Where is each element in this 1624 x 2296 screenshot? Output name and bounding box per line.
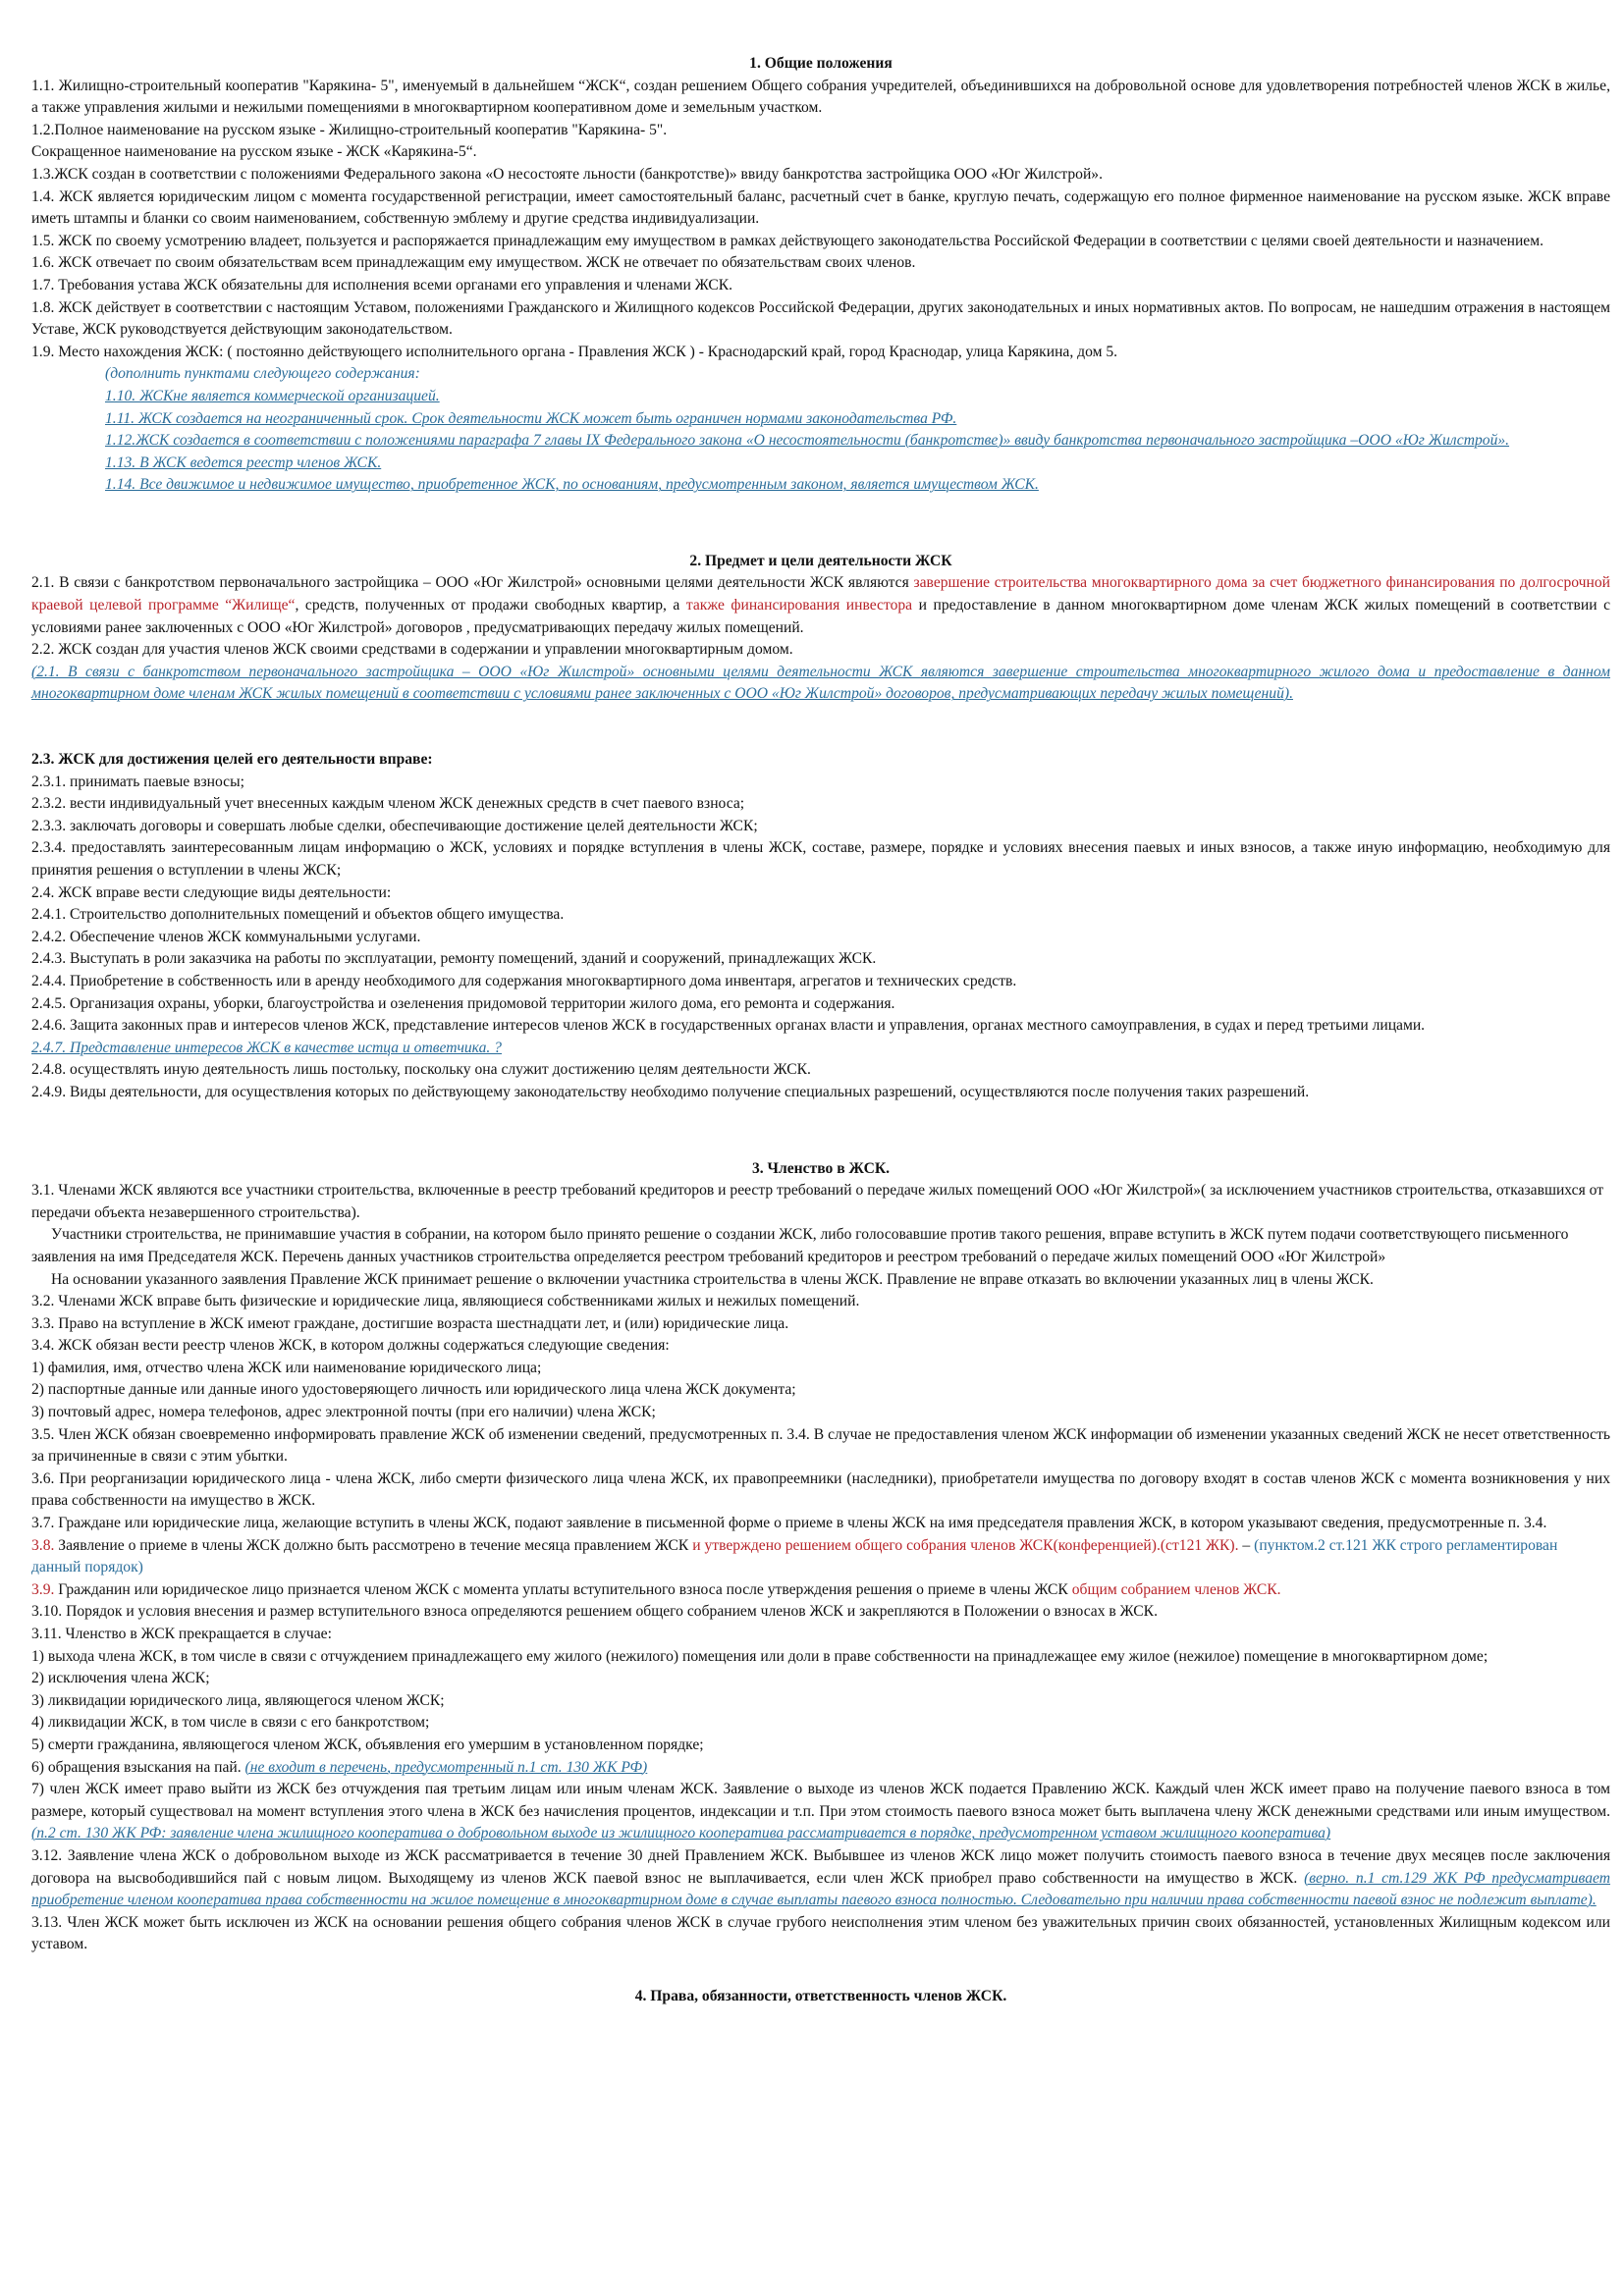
section-1-title: 1. Общие положения: [749, 55, 893, 72]
clause-3-9-highlight: общим собранием членов ЖСК.: [1071, 1580, 1281, 1598]
clause-3-11-item-2: 2) исключения члена ЖСК;: [31, 1670, 210, 1687]
clause-2-4-5: 2.4.5. Организация охраны, уборки, благоустройства и озеленения придомовой территории жилого дома, его ремонта и содержания.: [31, 994, 895, 1012]
clause-2-4-4: 2.4.4. Приобретение в собственность или в аренду необходимого для содержания многоквартирного дома инвентаря, агрегатов и технических средств.: [31, 972, 1017, 989]
clause-2-1: 2.1. В связи с банкротством первоначального застройщика – ООО «Юг Жилстрой» основными целями деятельности ЖСК являются завершение строительства многоквартирного дома за счет бюджетного финансирования по долгосрочной краевой целевой программе “Жилище“, средств, полученных от продажи свободных квартир, а также финансирования инвестора и предоставление в данном многоквартирном доме членам ЖСК жилых помещений в соответствии с условиями ранее заключенных с ООО «Юг Жилстрой» договоров , предусматривающих передачу жилых помещений.: [31, 574, 1610, 636]
clause-3-9: 3.9. Гражданин или юридическое лицо признается членом ЖСК с момента уплаты вступительного взноса после утверждения решения о приеме в члены ЖСК общим собранием членов ЖСК.: [31, 1580, 1281, 1598]
note-3-11-6: (не входит в перечень, предусмотренный п.1 ст. 130 ЖК РФ): [244, 1758, 648, 1776]
note-1-13: 1.13. В ЖСК ведется реестр членов ЖСК.: [105, 454, 382, 471]
clause-2-3-2: 2.3.2. вести индивидуальный учет внесенных каждым членом ЖСК денежных средств в счет паевого взноса;: [31, 795, 745, 813]
clause-3-1-c: На основании указанного заявления Правление ЖСК принимает решение о включении участника строительства в члены ЖСК. Правление не вправе отказать во включении указанных лиц в члены ЖСК.: [51, 1270, 1374, 1288]
clause-3-8-highlight: и утверждено решением общего собрания членов ЖСК(конференцией).(ст121 ЖК).: [692, 1536, 1239, 1554]
clause-2-3-4: 2.3.4. предоставлять заинтересованным лицам информацию о ЖСК, условиях и порядке вступления в члены ЖСК, составе, размере, порядке и условиях внесения паевых и иных взносов, а также иную информацию, необходимую для принятия решения о вступлении в члены ЖСК;: [31, 839, 1610, 879]
clause-1-8: 1.8. ЖСК действует в соответствии с настоящим Уставом, положениями Гражданского и Жилищного кодексов Российской Федерации, других законодательных и иных нормативных актов. По вопросам, не нашедшим отражения в настоящем Уставе, ЖСК руководствуется действующим законодательством.: [31, 298, 1610, 339]
clause-3-13: 3.13. Член ЖСК может быть исключен из ЖСК на основании решения общего собрания членов ЖСК в случае грубого неисполнения этим членом без уважительных причин своих обязанностей, установленных Жилищным кодексом или уставом.: [31, 1913, 1610, 1953]
clause-3-11: 3.11. Членство в ЖСК прекращается в случае:: [31, 1626, 332, 1642]
section-2-title: 2. Предмет и цели деятельности ЖСК: [689, 552, 952, 569]
clause-3-4-item-3: 3) почтовый адрес, номера телефонов, адрес электронной почты (при его наличии) члена ЖСК;: [31, 1404, 656, 1421]
clause-1-5: 1.5. ЖСК по своему усмотрению владеет, пользуется и распоряжается принадлежащим ему имуществом в рамках действующего законодательства Российской Федерации в соответствии с целями своей деятельности и назначением.: [31, 232, 1543, 249]
clause-2-4-1: 2.4.1. Строительство дополнительных помещений и объектов общего имущества.: [31, 906, 565, 924]
clause-2-4-3: 2.4.3. Выступать в роли заказчика на работы по эксплуатации, ремонту помещений, зданий и сооружений, принадлежащих ЖСК.: [31, 950, 877, 968]
clause-2-4-9: 2.4.9. Виды деятельности, для осуществления которых по действующему законодательству необходимо получение специальных разрешений, осуществляются после получения таких разрешений.: [31, 1083, 1310, 1100]
clause-3-10: 3.10. Порядок и условия внесения и размер вступительного взноса определяются решением общего собранием членов ЖСК и закрепляются в Положении о взносах в ЖСК.: [31, 1603, 1158, 1621]
clause-1-4: 1.4. ЖСК является юридическим лицом с момента государственной регистрации, имеет самостоятельный баланс, расчетный счет в банке, круглую печать, содержащую его полное фирменное наименование на русском языке. ЖСК вправе иметь штампы и бланки со своим наименованием, собственную эмблему и другие средства индивидуализации.: [31, 187, 1610, 228]
clause-1-1: 1.1. Жилищно-строительный кооператив "Карякина- 5", именуемый в дальнейшем “ЖСК“, создан решением Общего собрания учредителей, объединившихся на добровольной основе для удовлетворения потребностей членов ЖСК в жилье, а также управления жилыми и нежилыми помещениями в многоквартирном кооперативном доме и земельным участком.: [31, 77, 1610, 117]
note-1-11: 1.11. ЖСК создается на неограниченный срок. Срок деятельности ЖСК может быть ограничен нормами законодательства РФ.: [105, 409, 957, 427]
clause-3-2: 3.2. Членами ЖСК вправе быть физические и юридические лица, являющиеся собственниками жилых и нежилых помещений.: [31, 1293, 860, 1310]
note-3-12: (верно. п.1 ст.129 ЖК РФ предусматривает приобретение членом кооператива права собственности на жилое помещение в многоквартирном доме в случае выплаты паевого взноса полностью. Следовательно при наличии права собственности паевой взнос не подлежит выплате).: [31, 1869, 1610, 1909]
note-3-11-7: (п.2 ст. 130 ЖК РФ: заявление члена жилищного кооператива о добровольном выходе из жилищного кооператива рассматривается в порядке, предусмотренном уставом жилищного кооператива): [31, 1825, 1331, 1842]
clause-3-11-item-6: 6) обращения взыскания на пай. (не входит в перечень, предусмотренный п.1 ст. 130 ЖК РФ): [31, 1758, 648, 1776]
clause-3-11-item-3: 3) ликвидации юридического лица, являющегося членом ЖСК;: [31, 1691, 445, 1709]
clause-2-4-8: 2.4.8. осуществлять иную деятельность лишь постольку, поскольку она служит достижению целям деятельности ЖСК.: [31, 1061, 811, 1079]
clause-2-1-highlight-2: также финансирования инвестора: [685, 597, 913, 614]
clause-3-6: 3.6. При реорганизации юридического лица - члена ЖСК, либо смерти физического лица члена ЖСК, их правопреемники (наследники), приобретатели имущества по договору входят в состав членов ЖСК с момента возникновения у них права собственности на имущество в ЖСК.: [31, 1469, 1610, 1510]
clause-1-2-short-name: Сокращенное наименование на русском языке - ЖСК «Карякина-5“.: [31, 143, 477, 161]
note-1-14: 1.14. Все движимое и недвижимое имущество, приобретенное ЖСК, по основаниям, предусмотренным законом, является имуществом ЖСК.: [105, 476, 1039, 494]
note-1-10: 1.10. ЖСКне является коммерческой организацией.: [105, 387, 440, 404]
clause-1-9: 1.9. Место нахождения ЖСК: ( постоянно действующего исполнительного органа - Правления ЖСК ) - Краснодарский край, город Краснодар, улица Карякина, дом 5.: [31, 343, 1118, 360]
clause-3-11-item-4: 4) ликвидации ЖСК, в том числе в связи с его банкротством;: [31, 1714, 430, 1732]
note-intro: (дополнить пунктами следующего содержания:: [105, 365, 420, 383]
clause-3-11-item-1: 1) выхода члена ЖСК, в том числе в связи с отчуждением принадлежащего ему жилого (нежилого) помещения или доли в праве собственности на принадлежащее ему жилое (нежилое) помещение в многоквартирном доме;: [31, 1647, 1489, 1665]
clause-2-3-title: 2.3. ЖСК для достижения целей его деятельности вправе:: [31, 751, 433, 769]
clause-3-12: 3.12. Заявление члена ЖСК о добровольном выходе из ЖСК рассматривается в течение 30 дней Правлением ЖСК. Выбывшее из членов ЖСК лицо может получить стоимость паевого взноса в течение двух месяцев после заключения договора на высвободившийся пай с новым лицом. Выходящему из членов ЖСК паевой взнос не выплачивается, если член ЖСК приобрел право собственности на имущество в ЖСК. (верно. п.1 ст.129 ЖК РФ предусматривает приобретение членом кооператива права собственности на жилое помещение в многоквартирном доме в случае выплаты паевого взноса полностью. Следовательно при наличии права собственности паевой взнос не подлежит выплате).: [31, 1846, 1610, 1909]
clause-3-4: 3.4. ЖСК обязан вести реестр членов ЖСК, в котором должны содержаться следующие сведения:: [31, 1337, 670, 1355]
note-2-1: (2.1. В связи с банкротством первоначального застройщика – ООО «Юг Жилстрой» основными целями деятельности ЖСК являются завершение строительства многоквартирного жилого дома и предоставление в данном многоквартирном доме членам ЖСК жилых помещений в соответствии с условиями ранее заключенных с ООО «Юг Жилстрой» договоров, предусматривающих передачу жилых помещений).: [31, 663, 1610, 703]
clause-1-2-full-name: 1.2.Полное наименование на русском языке - Жилищно-строительный кооператив "Карякина- 5".: [31, 121, 668, 138]
section-4-title: 4. Права, обязанности, ответственность членов ЖСК.: [634, 1987, 1007, 2004]
note-1-12: 1.12.ЖСК создается в соответствии с положениями параграфа 7 главы IX Федерального закона «О несостоятельности (банкротстве)» ввиду банкротства первоначального застройщика –ООО «Юг Жилстрой».: [105, 432, 1510, 450]
clause-1-6: 1.6. ЖСК отвечает по своим обязательствам всем принадлежащим ему имуществом. ЖСК не отвечает по обязательствам своих членов.: [31, 254, 916, 272]
clause-3-8-note: (пунктом.2 ст.121 ЖК строго регламентирован данный порядок): [31, 1536, 1558, 1576]
clause-3-4-item-1: 1) фамилия, имя, отчество члена ЖСК или наименование юридического лица;: [31, 1359, 542, 1376]
clause-3-11-item-7: 7) член ЖСК имеет право выйти из ЖСК без отчуждения пая третьим лицам или иным членам ЖСК. Заявление о выходе из членов ЖСК подается Правлению ЖСК. Каждый член ЖСК имеет право на получение паевого взноса в том размере, который существовал на момент вступления этого члена в ЖСК без начисления процентов, индексации и т.п. При этом стоимость паевого взноса может быть выплачена члену ЖСК денежными средствами или иным имуществом. (п.2 ст. 130 ЖК РФ: заявление члена жилищного кооператива о добровольном выходе из жилищного кооператива рассматривается в порядке, предусмотренном уставом жилищного кооператива): [31, 1781, 1610, 1842]
note-2-4-7: 2.4.7. Представление интересов ЖСК в качестве истца и ответчика. ?: [31, 1039, 502, 1056]
clause-2-4: 2.4. ЖСК вправе вести следующие виды деятельности:: [31, 883, 392, 901]
clause-3-1: 3.1. Членами ЖСК являются все участники строительства, включенные в реестр требований кредиторов и реестр требований о передаче жилых помещений ООО «Юг Жилстрой»( за исключением участников строительства, отказавшихся от передачи объекта незавершенного строительства).: [31, 1182, 1604, 1221]
clause-3-7: 3.7. Граждане или юридические лица, желающие вступить в члены ЖСК, подают заявление в письменной форме о приеме в члены ЖСК на имя председателя правления ЖСК, в котором указывают сведения, предусмотренные п. 3.4.: [31, 1515, 1547, 1532]
clause-3-1-b: Участники строительства, не принимавшие участия в собрании, на котором было принято решение о создании ЖСК, либо голосовавшие против такого решения, вправе вступить в ЖСК путем подачи соответствующего письменного заявления на имя Председателя ЖСК. Перечень данных участников строительства определяется реестром требований кредиторов и реестром требований о передаче жилых помещений ООО «Юг Жилстрой»: [31, 1226, 1569, 1265]
clause-1-3: 1.3.ЖСК создан в соответствии с положениями Федерального закона «О несостояте льности (банкротстве)» ввиду банкротства застройщика ООО «Юг Жилстрой».: [31, 165, 1103, 183]
section-3-title: 3. Членство в ЖСК.: [751, 1159, 891, 1177]
clause-2-3-3: 2.3.3. заключать договоры и совершать любые сделки, обеспечивающие достижение целей деятельности ЖСК;: [31, 817, 758, 834]
clause-2-2: 2.2. ЖСК создан для участия членов ЖСК своими средствами в содержании и управлении многоквартирным домом.: [31, 641, 793, 659]
clause-2-3-1: 2.3.1. принимать паевые взносы;: [31, 773, 244, 790]
clause-2-1-highlight-1: завершение строительства многоквартирного дома за счет бюджетного финансирования по долгосрочной краевой целевой программе “Жилище“: [31, 574, 1610, 614]
clause-3-4-item-2: 2) паспортные данные или данные иного удостоверяющего личность или юридического лица члена ЖСК документа;: [31, 1381, 796, 1399]
clause-3-11-item-5: 5) смерти гражданина, являющегося членом ЖСК, объявления его умершим в установленном порядке;: [31, 1735, 704, 1753]
clause-2-4-6: 2.4.6. Защита законных прав и интересов членов ЖСК, представление интересов членов ЖСК в государственных органах власти и управления, органах местного самоуправления, в судах и перед третьими лицами.: [31, 1017, 1426, 1035]
clause-3-8: 3.8. Заявление о приеме в члены ЖСК должно быть рассмотрено в течение месяца правлением ЖСК и утверждено решением общего собрания членов ЖСК(конференцией).(ст121 ЖК). – (пунктом.2 ст.121 ЖК строго регламентирован данный порядок): [31, 1536, 1558, 1576]
clause-2-4-2: 2.4.2. Обеспечение членов ЖСК коммунальными услугами.: [31, 928, 421, 945]
clause-3-3: 3.3. Право на вступление в ЖСК имеют граждане, достигшие возраста шестнадцати лет, и (или) юридические лица.: [31, 1314, 789, 1332]
clause-1-7: 1.7. Требования устава ЖСК обязательны для исполнения всеми органами его управления и членами ЖСК.: [31, 276, 733, 294]
clause-3-5: 3.5. Член ЖСК обязан своевременно информировать правление ЖСК об изменении сведений, предусмотренных п. 3.4. В случае не предоставления членом ЖСК информации об изменении указанных сведений ЖСК не несет ответственность за причиненные в связи с этим убытки.: [31, 1425, 1610, 1466]
